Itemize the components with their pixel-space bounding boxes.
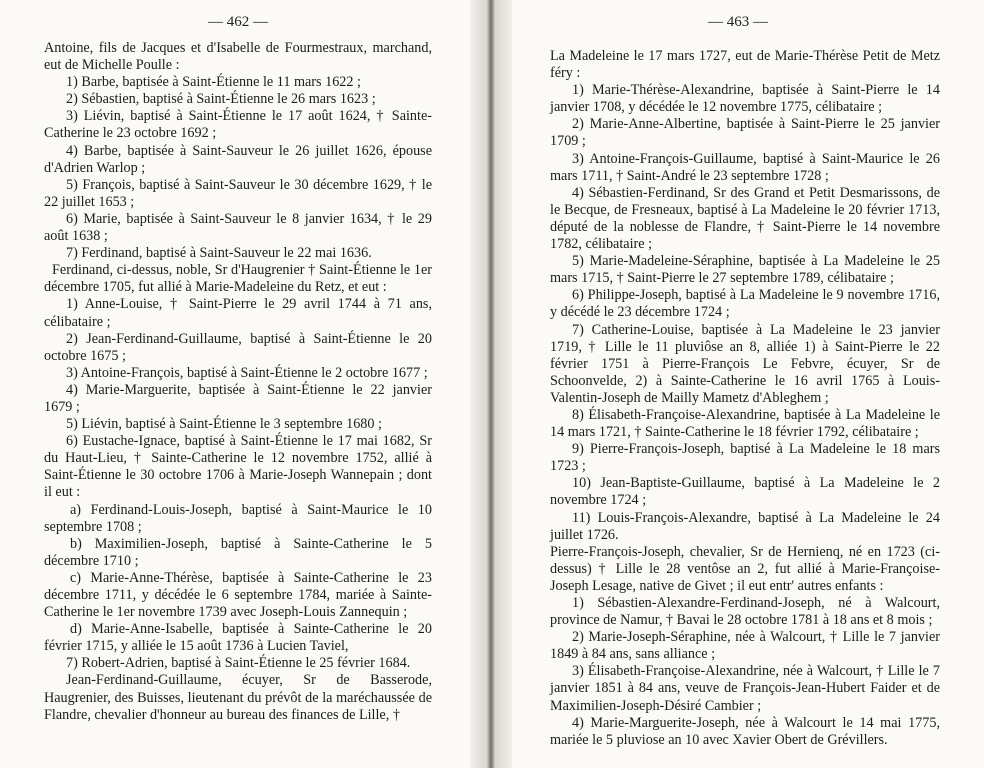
list-item: 10) Jean-Baptiste-Guillaume, baptisé à La Madeleine le 2 novembre 1724 ;	[550, 475, 940, 509]
list-item: 6) Marie, baptisée à Saint-Sauveur le 8 janvier 1634, † le 29 août 1638 ;	[44, 210, 432, 245]
list-item: d) Marie-Anne-Isabelle, baptisée à Sainte-Catherine le 20 février 1715, y alliée le 15 août 1736 à Lucien Taviel,	[44, 621, 432, 655]
paragraph: Pierre-François-Joseph, chevalier, Sr de Hernienq, né en 1723 (ci-dessus) † Lille le 28 ventôse an 2, fut allié à Marie-Françoise-Joseph Lesage, native de Givet ; il eut entr' autres enfants :	[550, 543, 940, 594]
list-item: 2) Sébastien, baptisé à Saint-Étienne le 26 mars 1623 ;	[66, 91, 376, 108]
left-page	[0, 0, 470, 768]
list-item: 3) Antoine-François, baptisé à Saint-Étienne le 2 octobre 1677 ;	[66, 364, 428, 381]
list-item: 11) Louis-François-Alexandre, baptisé à La Madeleine le 24 juillet 1726.	[550, 509, 940, 543]
paragraph: Ferdinand, ci-dessus, noble, Sr d'Haugrenier † Saint-Étienne le 1er décembre 1705, fut allié à Marie-Madeleine du Retz, et eut :	[44, 262, 432, 296]
list-item: 2) Marie-Anne-Albertine, baptisée à Saint-Pierre le 25 janvier 1709 ;	[550, 116, 940, 150]
list-item: 6) Philippe-Joseph, baptisé à La Madeleine le 9 novembre 1716, y décédé le 23 décembre 1724 ;	[550, 287, 940, 321]
paragraph: Antoine, fils de Jacques et d'Isabelle de Fourmestraux, marchand, eut de Michelle Poulle :	[44, 40, 432, 74]
list-item: 1) Sébastien-Alexandre-Ferdinand-Joseph, né à Walcourt, province de Namur, † Bavai le 28 octobre 1781 à 18 ans et 8 mois ;	[550, 595, 940, 629]
list-item: 5) Liévin, baptisé à Saint-Étienne le 3 septembre 1680 ;	[66, 416, 382, 433]
list-item: 4) Sébastien-Ferdinand, Sr des Grand et Petit Desmarissons, de le Becque, de Fresneaux, baptisé à La Madeleine le 20 février 1713, député de la noblesse de Flandre, † Saint-Pierre le 14 novembre 1782, célibataire ;	[550, 184, 940, 253]
list-item: 3) Antoine-François-Guillaume, baptisé à Saint-Maurice le 26 mars 1711, † Saint-André le 23 septembre 1728 ;	[550, 150, 940, 184]
right-page	[512, 0, 984, 768]
list-item: 9) Pierre-François-Joseph, baptisé à La Madeleine le 18 mars 1723 ;	[550, 441, 940, 475]
list-item: 2) Marie-Joseph-Séraphine, née à Walcourt, † Lille le 7 janvier 1849 à 84 ans, sans alliance ;	[550, 629, 940, 663]
book-gutter	[470, 0, 512, 768]
list-item: 6) Eustache-Ignace, baptisé à Saint-Étienne le 17 mai 1682, Sr du Haut-Lieu, † Sainte-Catherine le 12 novembre 1752, allié à Saint-Étienne le 30 octobre 1706 à Marie-Joseph Wannepain ; dont il eut :	[44, 433, 432, 501]
page-number-left: — 462 —	[208, 14, 268, 30]
list-item: b) Maximilien-Joseph, baptisé à Sainte-Catherine le 5 décembre 1710 ;	[44, 535, 432, 569]
left-text-block	[44, 40, 432, 724]
list-item: 5) Marie-Madeleine-Séraphine, baptisée à La Madeleine le 25 mars 1715, † Saint-Pierre le 27 septembre 1789, célibataire ;	[550, 253, 940, 287]
list-item: 4) Marie-Marguerite, baptisée à Saint-Étienne le 22 janvier 1679 ;	[44, 381, 432, 415]
list-item: 5) François, baptisé à Saint-Sauveur le 30 décembre 1629, † le 22 juillet 1653 ;	[44, 176, 432, 210]
list-item: 1) Marie-Thérèse-Alexandrine, baptisée à Saint-Pierre le 14 janvier 1708, y décédée le 12 novembre 1775, célibataire ;	[550, 82, 940, 116]
list-item: 3) Élisabeth-Françoise-Alexandrine, née à Walcourt, † Lille le 7 janvier 1851 à 84 ans, veuve de François-Jean-Hubert Faider et de Maximilien-Joseph-Désiré Cambier ;	[550, 663, 940, 714]
list-item: 1) Anne-Louise, † Saint-Pierre le 29 avril 1744 à 71 ans, célibataire ;	[44, 296, 432, 330]
list-item: 7) Catherine-Louise, baptisée à La Madeleine le 23 janvier 1719, † Lille le 11 pluviôse an 8, alliée 1) à Saint-Pierre le 22 février 1751 à Pierre-François Le Febvre, écuyer, Sr de Schoonvelde, 2) à Sainte-Catherine le 16 avril 1765 à Louis-Valentin-Joseph de Mailly Mametz d'Ableghem ;	[550, 321, 940, 406]
list-item: a) Ferdinand-Louis-Joseph, baptisé à Saint-Maurice le 10 septembre 1708 ;	[44, 501, 432, 535]
list-item: 7) Robert-Adrien, baptisé à Saint-Étienne le 25 février 1684.	[66, 655, 411, 672]
list-item: 3) Liévin, baptisé à Saint-Étienne le 17 août 1624, † Sainte-Catherine le 23 octobre 1692 ;	[44, 108, 432, 142]
right-text-block	[550, 48, 940, 749]
list-item: 1) Barbe, baptisée à Saint-Étienne le 11 mars 1622 ;	[66, 74, 361, 91]
list-item: 2) Jean-Ferdinand-Guillaume, baptisé à Saint-Étienne le 20 octobre 1675 ;	[44, 330, 432, 364]
list-item: 8) Élisabeth-Françoise-Alexandrine, baptisée à La Madeleine le 14 mars 1721, † Sainte-Catherine le 18 février 1792, célibataire ;	[550, 406, 940, 441]
list-item: c) Marie-Anne-Thérèse, baptisée à Sainte-Catherine le 23 décembre 1711, y décédée le 6 septembre 1784, mariée à Sainte-Catherine le 1er novembre 1739 avec Joseph-Louis Zannequin ;	[44, 569, 432, 621]
list-item: 4) Barbe, baptisée à Saint-Sauveur le 26 juillet 1626, épouse d'Adrien Warlop ;	[44, 142, 432, 176]
list-item: 4) Marie-Marguerite-Joseph, née à Walcourt le 14 mai 1775, mariée le 5 pluviose an 10 avec Xavier Obert de Grévillers.	[550, 714, 940, 748]
paragraph: Jean-Ferdinand-Guillaume, écuyer, Sr de Basserode, Haugrenier, des Buisses, lieutenant du prévôt de la maréchaussée de Flandre, chevalier d'honneur au bureau des finances de Lille, †	[44, 672, 432, 723]
paragraph: La Madeleine le 17 mars 1727, eut de Marie-Thérèse Petit de Metz féry :	[550, 48, 940, 82]
list-item: 7) Ferdinand, baptisé à Saint-Sauveur le 22 mai 1636.	[66, 245, 372, 262]
page-number-right: — 463 —	[708, 14, 768, 30]
